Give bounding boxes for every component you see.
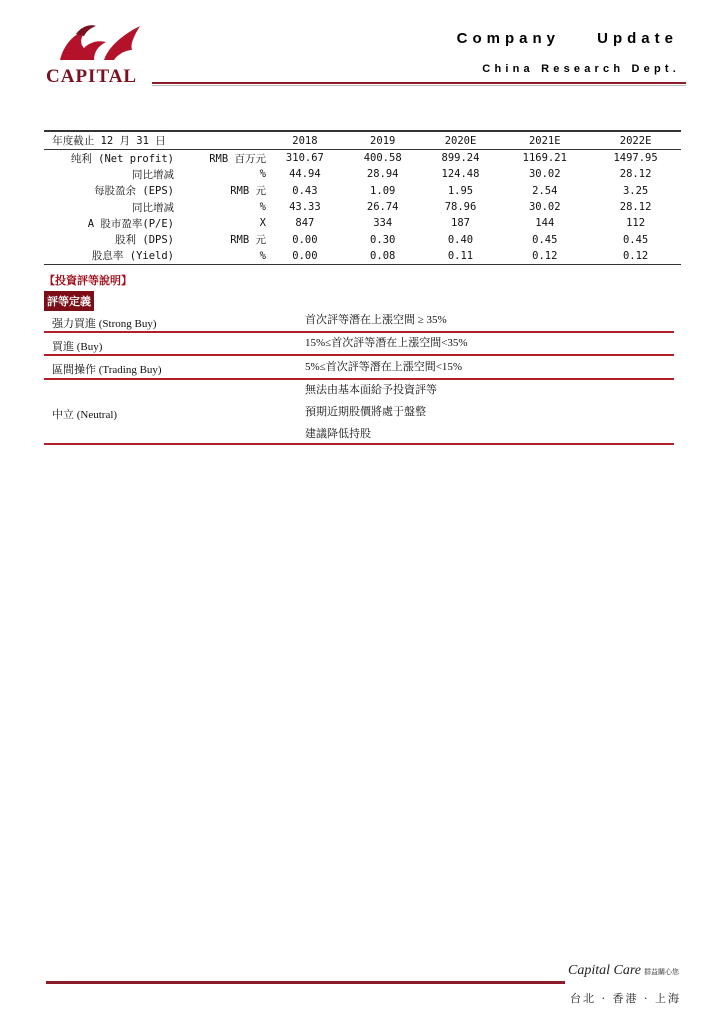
table-cell: 0.30 [370,233,396,246]
rating-name: 中立 (Neutral) [52,409,118,421]
table-cell: 0.45 [532,233,558,246]
table-cell: 0.08 [344,248,422,265]
footer-brand: Capital Care [568,963,641,978]
column-header-year: 2018 [266,131,344,150]
table-header-row [44,131,681,150]
rating-criteria: 5%≤首次評等潛在上漲空間<15% [305,361,463,373]
row-unit: RMB 百万元 [209,152,266,165]
row-unit: % [259,168,266,181]
row-label: A 股市盈率(P/E) [87,217,174,230]
table-cell: 30.02 [528,201,561,214]
rating-row-trading-buy [44,356,674,380]
table-cell: 0.11 [422,248,500,265]
table-cell: 0.12 [590,248,681,265]
table-cell: 899.24 [441,152,480,165]
header-divider-shadow [152,85,686,86]
rating-criteria: 15%≤首次評等潛在上漲空間<35% [305,337,468,349]
table-cell: 1.95 [447,184,474,197]
footer-cities: 台北 · 香港 · 上海 [570,992,681,1005]
company-logo [46,20,158,90]
table-cell: 0.00 [266,248,344,265]
table-cell: 112 [626,217,646,230]
table-cell: 44.94 [289,168,321,181]
row-unit: RMB 元 [230,234,266,247]
row-label: 同比增减 [132,168,174,181]
table-row [44,150,681,167]
table-cell: 78.96 [444,201,477,214]
row-unit: RMB 元 [230,185,266,198]
row-label: 纯利 (Net profit) [70,152,174,165]
table-cell: 30.02 [528,168,561,181]
column-header-year: 2021E [499,131,590,150]
rating-name: 區間操作 (Trading Buy) [52,364,162,376]
table-cell: 0.40 [447,233,474,246]
table-row [44,166,681,182]
table-cell: 43.33 [289,201,321,214]
table-row [44,199,681,215]
table-row [44,215,681,231]
eagle-logo-icon [46,20,158,70]
column-header-year: 2019 [344,131,422,150]
rating-criteria: 預期近期股價將處于盤整 [305,406,426,418]
table-cell: 0.12 [499,248,590,265]
table-cell: 28.94 [366,168,399,181]
row-label: 每股盈余 (EPS) [94,185,174,198]
table-cell: 28.12 [619,168,652,181]
column-header-label: 年度截止 12 月 31 日 [44,131,178,150]
rating-criteria: 首次評等潛在上漲空間 ≥ 35% [305,314,447,326]
row-label: 股利 (DPS) [115,234,174,247]
table-row [44,231,681,247]
row-label: 股息率 (Yield) [44,248,178,265]
column-header-year: 2022E [590,131,681,150]
table-cell: 0.00 [292,233,318,246]
footer-brand-logo [568,963,679,979]
rating-name: 强力買進 (Strong Buy) [52,318,157,330]
department-subtitle: China Research Dept. [482,63,680,75]
header-divider [152,82,686,84]
table-cell: 847 [295,217,315,230]
report-type-title: Company Update [456,30,678,47]
footer-brand-badge: 群益關心您 [644,968,679,976]
table-cell: 1.09 [370,184,396,197]
table-cell: 334 [373,217,393,230]
row-label: 同比增减 [132,201,174,214]
table-row [44,183,681,199]
rating-section-heading: 【投資評等說明】 [44,274,132,287]
column-header-year: 2020E [422,131,500,150]
table-cell: 2.54 [532,184,558,197]
rating-name: 買進 (Buy) [52,341,103,353]
table-row [44,248,681,265]
rating-criteria: 無法由基本面給予投資評等 [305,384,437,396]
table-cell: 310.67 [285,152,324,165]
table-cell: 400.58 [363,152,402,165]
footer-divider [46,981,565,984]
row-unit: % [259,201,266,214]
column-header-unit [178,131,266,150]
table-cell: 0.45 [622,233,649,246]
rating-definition-tag: 評等定義 [44,291,94,311]
table-cell: 0.43 [292,184,318,197]
rating-criteria: 建議降低持股 [305,428,371,440]
table-cell: 3.25 [622,184,649,197]
table-cell: 124.48 [441,168,480,181]
table-cell: 1497.95 [613,152,658,165]
table-cell: 1169.21 [522,152,567,165]
row-unit: % [178,248,266,265]
financial-summary-table [44,130,681,265]
table-cell: 187 [451,217,470,230]
table-cell: 28.12 [619,201,652,214]
logo-text: CAPITAL [46,66,138,87]
rating-row-strong-buy [44,311,674,333]
row-unit: X [259,217,266,230]
table-cell: 26.74 [366,201,399,214]
rating-row-neutral [44,380,674,445]
table-cell: 144 [535,217,555,230]
rating-row-buy [44,333,674,356]
